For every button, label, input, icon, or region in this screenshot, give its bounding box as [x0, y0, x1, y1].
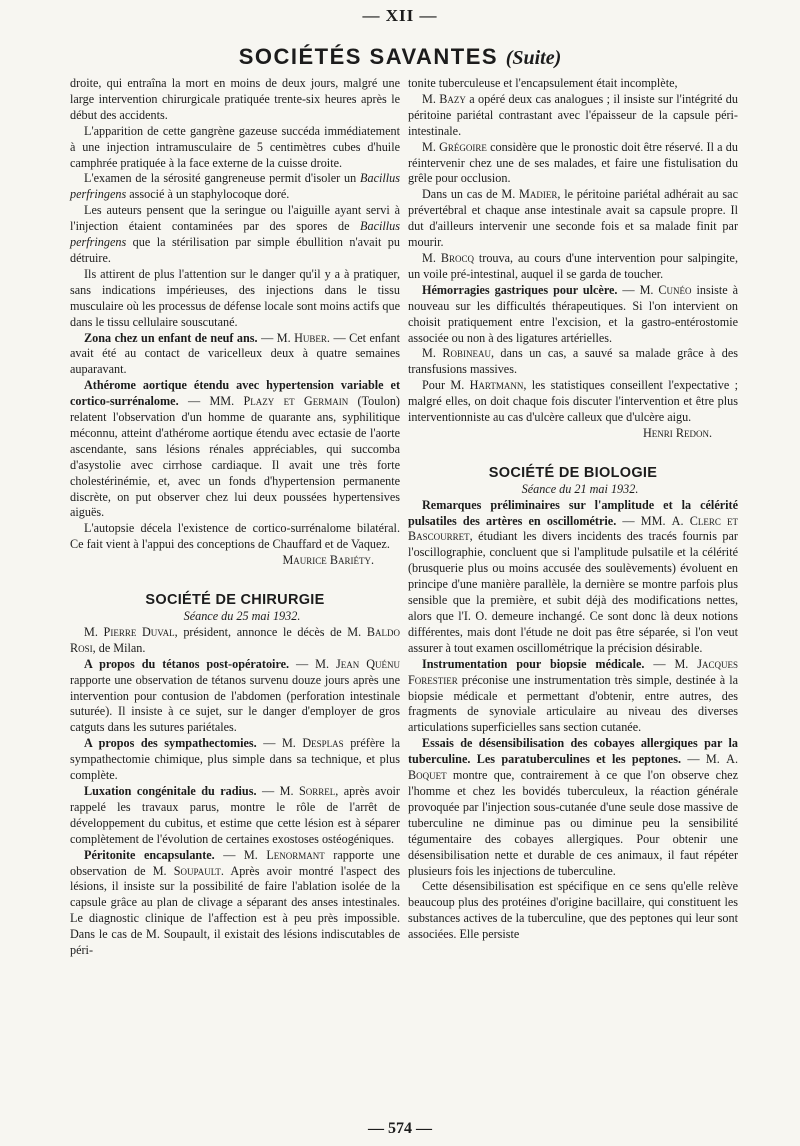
paragraph: M. Pierre Duval, président, annonce le décès de M. Baldo Rosi, de Milan.	[70, 624, 400, 655]
paragraph: L'apparition de cette gangrène gazeuse succéda immédiatement à une injection intramusculaire de 5 centimètres cubes d'huile camphrée pratiquée à la face externe de la cuisse droite.	[70, 123, 400, 170]
paragraph: M. Grégoire considère que le pronostic doit être réservé. Il a du réintervenir chez une de ses malades, et faire une fistulisation du grêle pour occlusion.	[408, 139, 738, 186]
communication-atherome: Athérome aortique étendu avec hypertension variable et cortico-surrénalome. — MM. Plazy et Germain (Toulon) relatent l'observation d'un homme de quarante ans, syphilitique méconnu, atteint d'athérome aortique étendu avec ectasie de l'aorte ascendante, sans lésions rénales appréciables, qui succomba d'asystolie avec cirrhose cardiaque. Il avait une très forte cholestérinémie, et, avec un fonds d'hypertension permanente discrète, on put observer chez lui deux poussées hypertensives aiguës.	[70, 378, 400, 520]
communication-title: Zona chez un enfant de neuf ans.	[84, 330, 258, 345]
paragraph: L'examen de la sérosité gangreneuse permit d'isoler un Bacillus perfringens associé à un staphylocoque doré.	[70, 171, 400, 202]
communication-zona: Zona chez un enfant de neuf ans. — M. Huber. — Cet enfant avait été au contact de varicelleux deux à quatre semaines auparavant.	[70, 330, 400, 377]
communication: Instrumentation pour biopsie médicale. — M. Jacques Forestier préconise une instrumentation très simple, destinée à la biopsie médicale et permettant d'obtenir, entre autres, des fragments de synoviale articulaire au niveau des diverses articulations superficielles sans section cutanée.	[408, 656, 738, 735]
communication-title: A propos du tétanos post-opératoire.	[84, 656, 290, 671]
paragraph: tonite tuberculeuse et l'encapsulement était incomplète,	[408, 76, 678, 90]
paragraph: Pour M. Hartmann, les statistiques conseillent l'expectative ; malgré elles, on doit chaque fois discuter l'intervention et être plus interventionniste au cas d'ulcère calleux que d'ulcère aigu.	[408, 378, 738, 425]
running-header	[0, 44, 800, 70]
right-column	[408, 76, 738, 943]
paragraph: M. Bazy a opéré deux cas analogues ; il insiste sur l'intégrité du péritoine pariétal contrastant avec l'épaisseur de la capsule péri-intestinale.	[408, 91, 738, 138]
paragraph: M. Robineau, dans un cas, a sauvé sa malade grâce à des transfusions massives.	[408, 346, 739, 377]
communication-title: Instrumentation pour biopsie médicale.	[422, 656, 645, 671]
section-title-chirurgie: SOCIÉTÉ DE CHIRURGIE	[145, 592, 325, 609]
communication: Luxation congénitale du radius. — M. Sorrel, après avoir rappelé les travaux parus, montre le rôle de l'arrêt de développement du cubitus, et estime que cette lésion est à séparer complètement de l'évolution de certaines exostoses ostéogéniques.	[70, 783, 400, 846]
left-column	[70, 76, 400, 959]
communication-title: Hémorragies gastriques pour ulcère.	[422, 282, 618, 297]
header-title: SOCIÉTÉS SAVANTES	[238, 44, 499, 69]
communication-title: Luxation congénitale du radius.	[84, 783, 257, 798]
communication-title: Essais de désensibilisation des cobayes allergiques par la tuberculine. Les paratuberculines et les peptones.	[408, 736, 738, 767]
paragraph: Ils attirent de plus l'attention sur le danger qu'il y a à pratiquer, sans indications impérieuses, des injections dans le tissu musculaire où les processus de défense locale sont moins actifs que dans le tissu cellulaire souscutané.	[70, 266, 400, 329]
communication: Essais de désensibilisation des cobayes allergiques par la tuberculine. Les paratuberculines et les peptones. — M. A. Boquet montre que, contrairement à ce que l'on observe chez l'homme et chez les bovidés tuberculeux, la réaction générale provoquée par l'injection sous-cutanée d'une seule dose massive de tuberculine ne diminue pas ou diminue peu la sensibilité tégumentaire des cobayes allergiques. Pour obtenir une désensibilisation nette et durable de ces animaux, il faut répéter plusieurs fois les injections de tuberculine.	[408, 736, 738, 878]
communication: Remarques préliminaires sur l'amplitude et la célérité pulsatiles des artères en oscillométrie. — MM. A. Clerc et Bascourret, étudiant les divers incidents des tracés fournis par l'oscillographie, concluent que si l'amplitude pulsatile et la célérité (brusquerie plus ou moins accusée des soulèvements) évoluent en principe d'une manière parallèle, la dernière se montre parfois plus sensible que la première, et subit déjà des modifications nettes, alors que l'I. O. demeure inchangé. Ce sont donc là deux notions différentes, mais dont l'étude ne doit pas être séparée, si l'on veut assurer à tout examen oscillométrique la précision désirable.	[408, 497, 738, 655]
roman-page-number: — XII —	[362, 6, 438, 25]
header-suite: (Suite)	[505, 47, 562, 69]
author-signature: Maurice Bariéty.	[282, 553, 374, 568]
communication-title: Athérome aortique étendu avec hypertension variable et cortico-surrénalome.	[70, 378, 400, 409]
author-signature: Henri Redon.	[642, 425, 712, 440]
communication: A propos des sympathectomies. — M. Desplas préfère la sympathectomie chimique, plus simple dans sa technique, et plus complète.	[70, 736, 401, 783]
section-title-biologie: SOCIÉTÉ DE BIOLOGIE	[488, 464, 658, 481]
communication: A propos du tétanos post-opératoire. — M. Jean Quénu rapporte une observation de tétanos survenu douze jours après une intervention pour contusion de l'abdomen (perforation intestinale suturée). Il insiste à ce sujet, sur le danger d'employer de gros catguts dans les sutures pariétales.	[70, 656, 400, 735]
paragraph: Dans un cas de M. Madier, le péritoine pariétal adhérait au sac prévertébral et chaque anse intestinale avait sa capsule propre. Il dut d'ailleurs intervenir une seconde fois et sa malade finit par mourir.	[408, 187, 738, 250]
communication: Hémorragies gastriques pour ulcère. — M. Cunéo insiste à nouveau sur les difficultés thérapeutiques. Si l'on intervient on choisit pratiquement entre l'excision, et la gastro-entérostomie associée ou non à des ligatures artérielles.	[408, 282, 738, 345]
communication-title: Remarques préliminaires sur l'amplitude et la célérité pulsatiles des artères en oscillométrie.	[408, 497, 738, 528]
session-date: Séance du 21 mai 1932.	[521, 481, 639, 496]
communication: Péritonite encapsulante. — M. Lenormant rapporte une observation de M. Soupault. Après avoir montré l'aspect des lésions, il insiste sur la possibilité de faire l'ablation isolée de la capsule grâce au plan de clivage a séparant des anses intestinales. Le diagnostic clinique de l'affection est à peu près impossible. Dans le cas de M. Soupault, il existait des lésions indiscutables de péri-	[70, 847, 401, 958]
communication-title: A propos des sympathectomies.	[84, 736, 257, 751]
session-date: Séance du 25 mai 1932.	[183, 609, 301, 623]
paragraph: Les auteurs pensent que la seringue ou l'aiguille ayant servi à l'injection étaient contaminées par des spores de Bacillus perfringens que la stérilisation par simple ébullition n'avait pu détruire.	[70, 203, 400, 265]
communication-title: Péritonite encapsulante.	[84, 847, 215, 862]
paragraph: L'autopsie décela l'existence de cortico-surrénalome bilatéral. Ce fait vient à l'appui des conceptions de Chauffard et de Vaquez.	[70, 521, 400, 552]
paragraph: Cette désensibilisation est spécifique en ce sens qu'elle relève beaucoup plus des protéines d'origine bacillaire, qui constituent les substances actives de la tuberculine, que des peptones qui leur sont associées. Elle persiste	[408, 879, 738, 942]
paragraph: M. Brocq trouva, au cours d'une intervention pour salpingite, un voile pré-intestinal, auquel il se garda de toucher.	[408, 250, 738, 281]
page-number: — 574 —	[368, 1120, 432, 1137]
paragraph: droite, qui entraîna la mort en moins de deux jours, malgré une large intervention chirurgicale pratiquée trente-six heures après le début des accidents.	[70, 76, 400, 122]
